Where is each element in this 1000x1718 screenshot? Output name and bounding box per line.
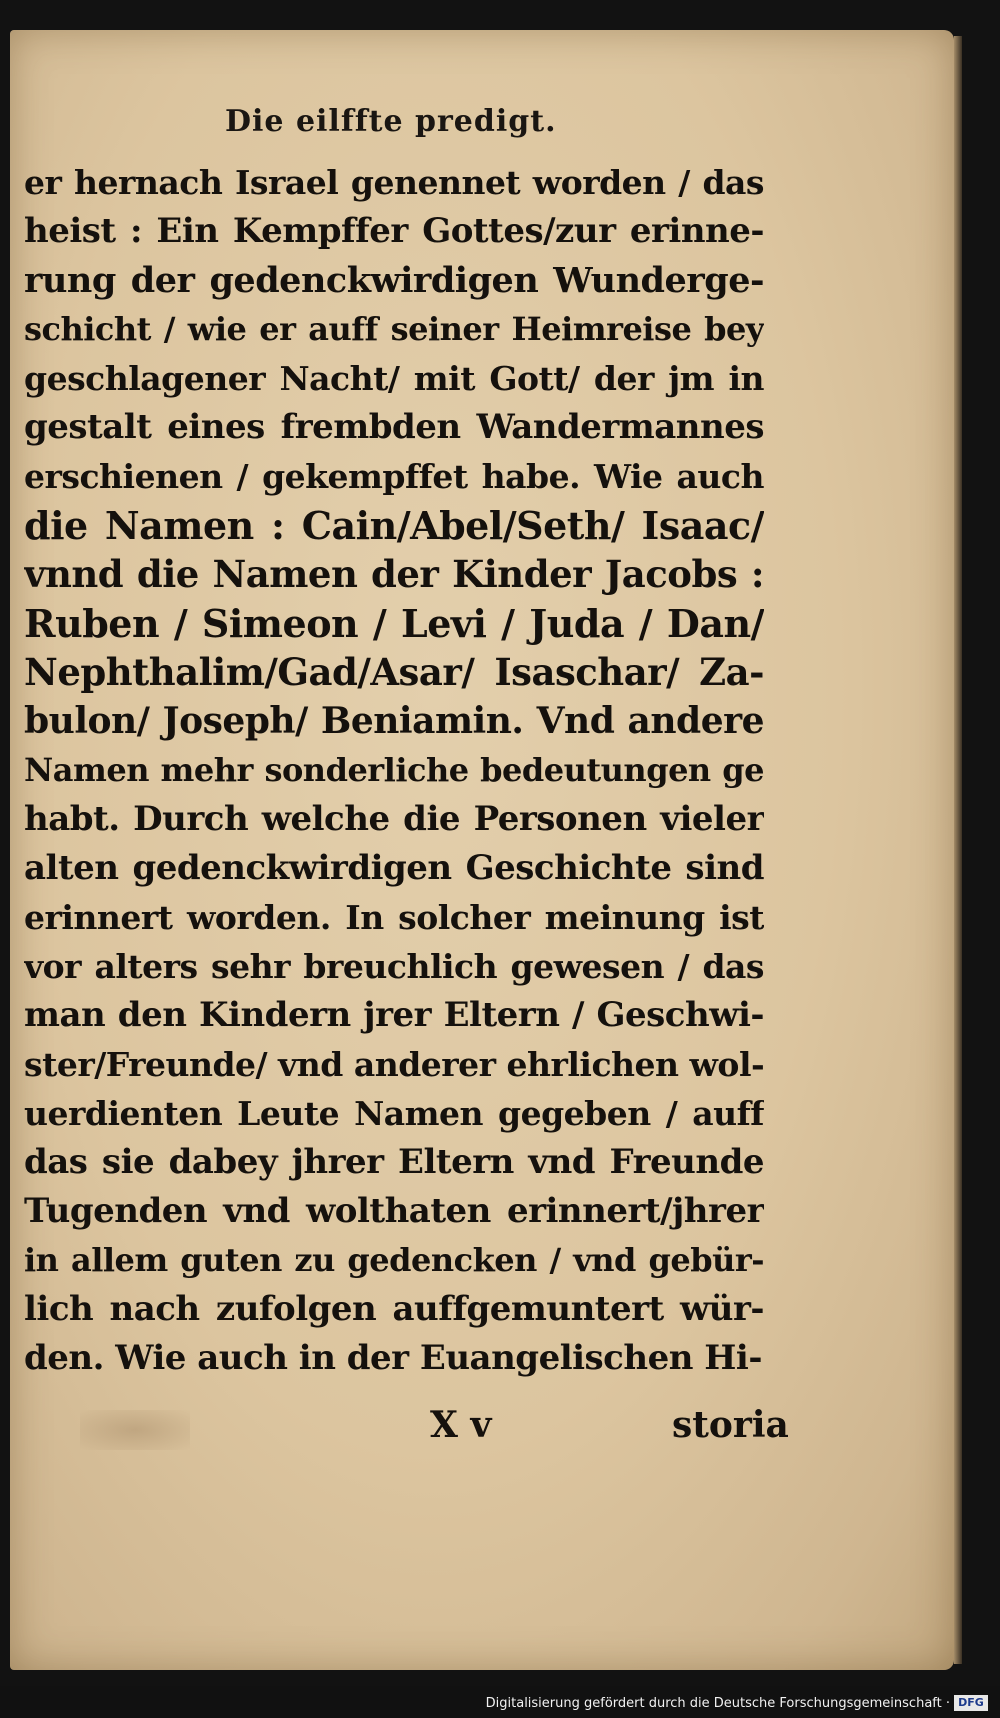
- text-line: bulon/ Joseph/ Beniamin. Vnd andere: [24, 700, 764, 742]
- text-line: erinnert worden. In solcher meinung ist: [24, 898, 764, 937]
- text-line: man den Kindern jrer Eltern / Geschwi-: [24, 995, 764, 1035]
- text-line: das sie dabey jhrer Eltern vnd Freunde: [24, 1142, 764, 1182]
- text-line: Namen mehr sonderliche bedeutungen ge: [24, 751, 764, 789]
- text-block: [24, 158, 764, 1383]
- text-line: Nephthalim/Gad/Asar/ Isaschar/ Za-: [24, 650, 764, 694]
- text-line: lich nach zufolgen auffgemuntert wür-: [24, 1289, 764, 1329]
- text-line: in allem guten zu gedencken / vnd gebür-: [24, 1241, 764, 1279]
- ink-smudge: [80, 1410, 190, 1450]
- text-line: ster/Freunde/ vnd anderer ehrlichen wol-: [24, 1045, 764, 1084]
- text-line: Ruben / Simeon / Levi / Juda / Dan/: [24, 601, 764, 646]
- dfg-logo-icon: DFG: [954, 1695, 988, 1711]
- footer-credit: Digitalisierung gefördert durch die Deutsche Forschungsgemeinschaft ·: [485, 1696, 950, 1711]
- text-line: gestalt eines frembden Wandermannes: [24, 407, 764, 447]
- text-line: alten gedenckwirdigen Geschichte sind: [24, 848, 764, 888]
- text-line: er hernach Israel genennet worden / das: [24, 163, 764, 202]
- page-edge: [954, 36, 962, 1664]
- running-head: Die eilffte predigt.: [225, 104, 557, 139]
- text-line: die Namen : Cain/Abel/Seth/ Isaac/: [24, 503, 764, 548]
- text-line: den. Wie auch in der Euangelischen Hi-: [24, 1338, 762, 1378]
- text-line: geschlagener Nacht/ mit Gott/ der jm in: [24, 359, 764, 398]
- text-line: heist : Ein Kempffer Gottes/zur erinne-: [24, 211, 764, 251]
- text-line: schicht / wie er auff seiner Heimreise bey: [24, 310, 764, 348]
- text-line: habt. Durch welche die Personen vieler: [24, 799, 764, 839]
- text-line: uerdienten Leute Namen gegeben / auff: [24, 1094, 764, 1133]
- text-line: vor alters sehr breuchlich gewesen / das: [24, 947, 764, 986]
- text-line: erschienen / gekempffet habe. Wie auch: [24, 457, 764, 496]
- signature-mark: X v: [430, 1404, 492, 1446]
- text-line: Tugenden vnd wolthaten erinnert/jhrer: [24, 1191, 764, 1231]
- text-line: rung der gedenckwirdigen Wunderge-: [24, 260, 764, 301]
- catchword: storia: [672, 1404, 789, 1446]
- text-line: vnnd die Namen der Kinder Jacobs :: [24, 552, 764, 596]
